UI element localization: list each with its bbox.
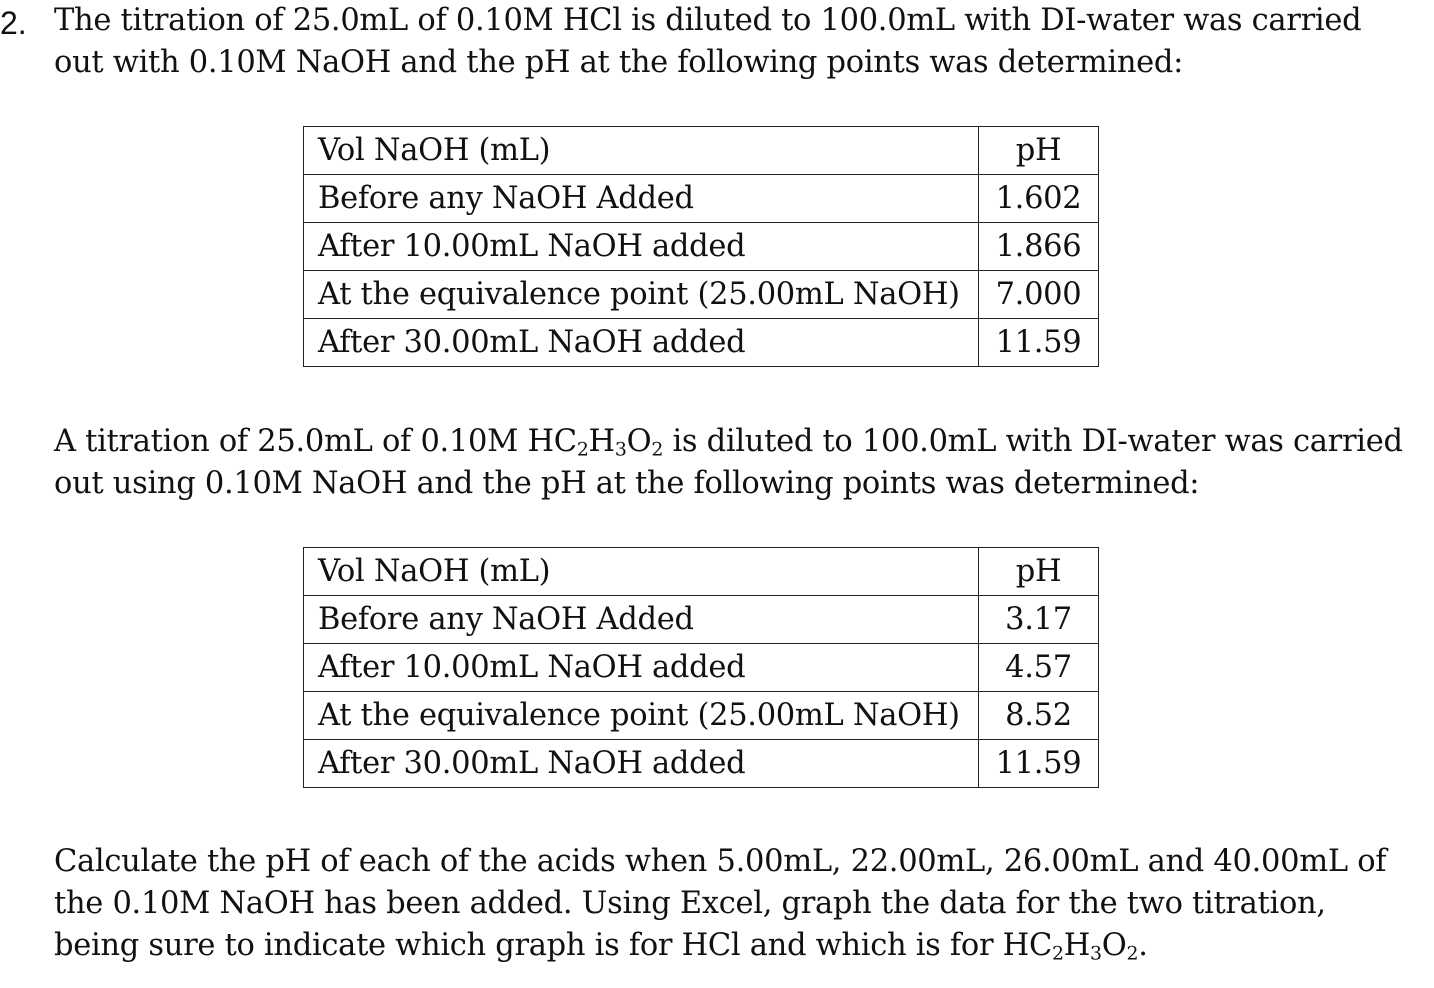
- table-row: [304, 596, 1099, 644]
- hcl-intro-line-1: The titration of 25.0mL of 0.10M HCl is diluted to 100.0mL with DI-water was carried: [54, 3, 1362, 38]
- table-header-row: [304, 127, 1099, 175]
- formula-part: H: [588, 424, 615, 459]
- table-row: [304, 271, 1099, 319]
- question-number: 2.: [0, 5, 27, 41]
- table-row: [304, 644, 1099, 692]
- row-label: At the equivalence point (25.00mL NaOH): [304, 271, 979, 319]
- table-row: [304, 175, 1099, 223]
- acetic-intro-line-1: [54, 421, 1424, 463]
- row-ph-value: 11.59: [979, 319, 1099, 367]
- header-vol-naoh: Vol NaOH (mL): [304, 127, 979, 175]
- row-label: At the equivalence point (25.00mL NaOH): [304, 692, 979, 740]
- header-ph: pH: [979, 548, 1099, 596]
- subscript: 2: [576, 438, 589, 461]
- row-ph-value: 7.000: [979, 271, 1099, 319]
- instructions-paragraph: [54, 841, 1424, 967]
- table-row: [304, 692, 1099, 740]
- subscript: 2: [1052, 942, 1064, 965]
- subscript: 2: [1126, 942, 1139, 965]
- row-label: Before any NaOH Added: [304, 175, 979, 223]
- hcl-intro-paragraph: [54, 0, 1424, 84]
- subscript: 3: [614, 438, 627, 461]
- table-row: [304, 223, 1099, 271]
- row-label: After 30.00mL NaOH added: [304, 319, 979, 367]
- row-label: After 30.00mL NaOH added: [304, 740, 979, 788]
- row-ph-value: 8.52: [979, 692, 1099, 740]
- hcl-intro-line-2: out with 0.10M NaOH and the pH at the following points was determined:: [54, 45, 1184, 80]
- formula-part: O: [1101, 928, 1127, 963]
- row-ph-value: 1.866: [979, 223, 1099, 271]
- hcl-titration-table: [303, 126, 1099, 367]
- table-row: [304, 319, 1099, 367]
- table-header-row: [304, 548, 1099, 596]
- acetic-intro-text-end: is diluted to 100.0mL with DI-water was carried: [663, 424, 1403, 459]
- subscript: 2: [651, 438, 664, 461]
- formula-part: O: [626, 424, 652, 459]
- instructions-line-1: Calculate the pH of each of the acids when 5.00mL, 22.00mL, 26.00mL and 40.00mL of: [54, 844, 1387, 879]
- instructions-line-3: [54, 925, 1424, 967]
- header-ph: pH: [979, 127, 1099, 175]
- header-vol-naoh: Vol NaOH (mL): [304, 548, 979, 596]
- acetic-intro-line-2: out using 0.10M NaOH and the pH at the following points was determined:: [54, 466, 1200, 501]
- formula-part: H: [1063, 928, 1091, 963]
- table-row: [304, 740, 1099, 788]
- instructions-line-2: the 0.10M NaOH has been added. Using Excel, graph the data for the two titration,: [54, 886, 1326, 921]
- acetic-titration-table: [303, 547, 1099, 788]
- row-ph-value: 4.57: [979, 644, 1099, 692]
- instructions-text-start: being sure to indicate which graph is for HCl and which is for HC: [54, 928, 1052, 963]
- row-label: Before any NaOH Added: [304, 596, 979, 644]
- row-ph-value: 3.17: [979, 596, 1099, 644]
- row-ph-value: 11.59: [979, 740, 1099, 788]
- row-label: After 10.00mL NaOH added: [304, 223, 979, 271]
- instructions-text-end: .: [1138, 928, 1148, 963]
- acetic-intro-paragraph: [54, 421, 1424, 505]
- row-label: After 10.00mL NaOH added: [304, 644, 979, 692]
- acetic-intro-text-start: A titration of 25.0mL of 0.10M HC: [54, 424, 577, 459]
- subscript: 3: [1090, 942, 1102, 965]
- row-ph-value: 1.602: [979, 175, 1099, 223]
